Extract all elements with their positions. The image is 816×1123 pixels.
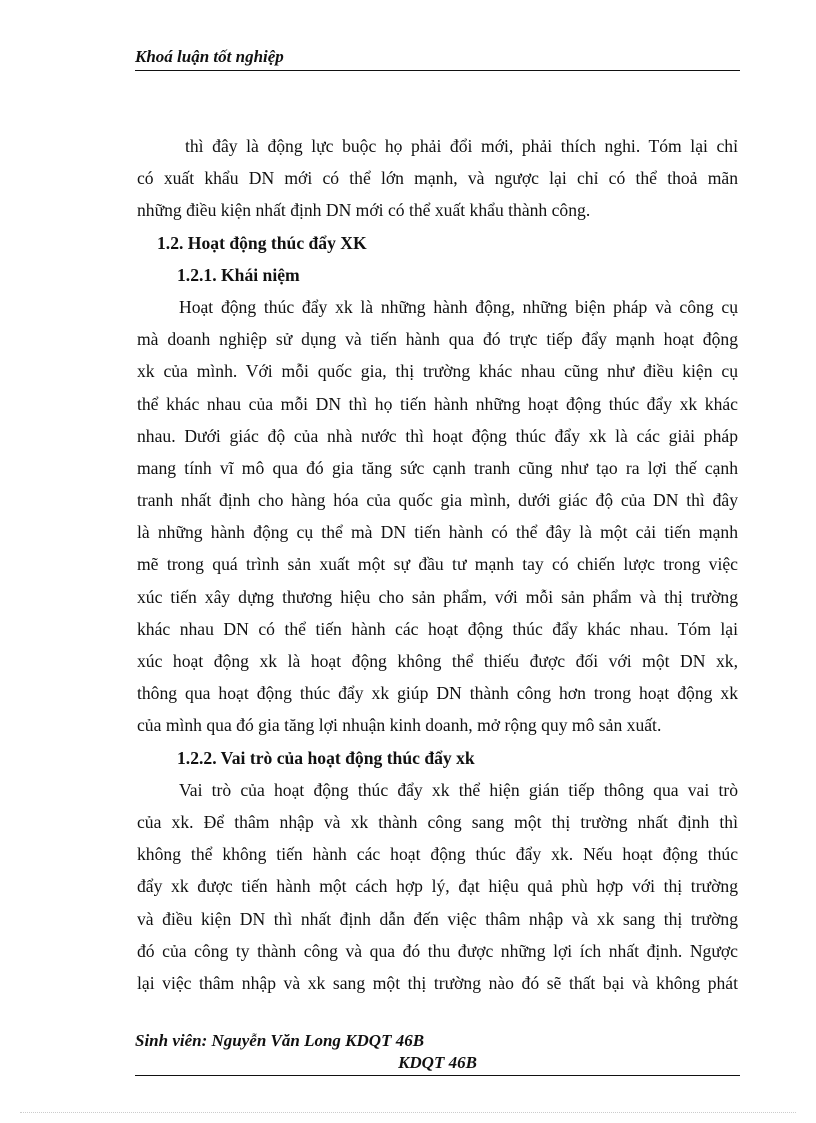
- paragraph-line: mà doanh nghiệp sử dụng và tiến hành qua đó trực tiếp đẩy mạnh hoạt động: [137, 329, 738, 350]
- paragraph-line: khác nhau DN có thể tiến hành các hoạt động thúc đẩy khác nhau. Tóm lại: [137, 618, 738, 639]
- paragraph-line: xk của mình. Với mỗi quốc gia, thị trường khác nhau cũng như điều kiện cụ: [137, 361, 738, 382]
- paragraph-line: thông qua hoạt động thúc đẩy xk giúp DN thành công hơn trong hoạt động xk: [137, 683, 738, 704]
- paragraph-line: Vai trò của hoạt động thúc đẩy xk thể hiện gián tiếp thông qua vai trò: [179, 779, 738, 800]
- paragraph-line: mang tính vĩ mô qua đó gia tăng sức cạnh tranh cũng như tạo ra lợi thế cạnh: [137, 457, 738, 478]
- footer-class-code: KDQT 46B: [135, 1052, 740, 1076]
- footer-student-name: Sinh viên: Nguyễn Văn Long KDQT 46B: [135, 1031, 425, 1050]
- paragraph-line: Hoạt động thúc đẩy xk là những hành động, những biện pháp và công cụ: [179, 296, 738, 317]
- paragraph-line: mẽ trong quá trình sản xuất một sự đầu tư mạnh tay có chiến lược trong việc: [137, 554, 738, 575]
- page-bottom-divider: [20, 1112, 796, 1113]
- paragraph-line: thì đây là động lực buộc họ phải đổi mới, phải thích nghi. Tóm lại chỉ: [185, 136, 738, 156]
- subsection-heading: 1.2.2. Vai trò của hoạt động thúc đẩy xk: [177, 747, 475, 768]
- paragraph-line: những điều kiện nhất định DN mới có thể xuất khẩu thành công.: [137, 200, 591, 221]
- paragraph-line: lại việc thâm nhập và xk sang một thị trường nào đó sẽ thất bại và không phát: [137, 972, 738, 993]
- section-heading: 1.2. Hoạt động thúc đẩy XK: [157, 232, 367, 253]
- paragraph-line: không thể không tiến hành các hoạt động thúc đẩy xk. Nếu hoạt động thúc: [137, 844, 738, 865]
- subsection-heading: 1.2.1. Khái niệm: [177, 264, 300, 285]
- paragraph-line: và điều kiện DN thì nhất định dẫn đến việc thâm nhập và xk sang thị trường: [137, 908, 738, 929]
- paragraph-line: đẩy xk được tiến hành một cách hợp lý, đạt hiệu quả phù hợp với thị trường: [137, 876, 738, 897]
- paragraph-line: thể khác nhau của mỗi DN thì họ tiến hành những hoạt động thúc đẩy xk khác: [137, 393, 738, 414]
- paragraph-line: là những hành động cụ thể mà DN tiến hành có thể đây là một cải tiến mạnh: [137, 522, 738, 543]
- paragraph-line: có xuất khẩu DN mới có thể lớn mạnh, và ngược lại chỉ có thể thoả mãn: [137, 168, 738, 189]
- paragraph-line: của xk. Để thâm nhập và xk thành công sang một thị trường nhất định thì: [137, 811, 738, 832]
- paragraph-line: đó của công ty thành công và qua đó thu được những lợi ích nhất định. Ngược: [137, 940, 738, 961]
- paragraph-line: nhau. Dưới giác độ của nhà nước thì hoạt động thúc đẩy xk là các giải pháp: [137, 425, 738, 446]
- document-body: [137, 130, 738, 999]
- paragraph-line: xúc hoạt động xk là hoạt động không thể thiếu được đối với một DN xk,: [137, 651, 738, 671]
- paragraph-line: tranh nhất định cho hàng hóa của quốc gia mình, dưới giác độ của DN thì đây: [137, 490, 738, 511]
- paragraph-line: của mình qua đó gia tăng lợi nhuận kinh doanh, mở rộng quy mô sản xuất.: [137, 715, 662, 736]
- page-header-title: Khoá luận tốt nghiệp: [135, 46, 740, 71]
- paragraph-line: xúc tiến xây dựng thương hiệu cho sản phẩm, với mỗi sản phẩm và thị trường: [137, 586, 738, 607]
